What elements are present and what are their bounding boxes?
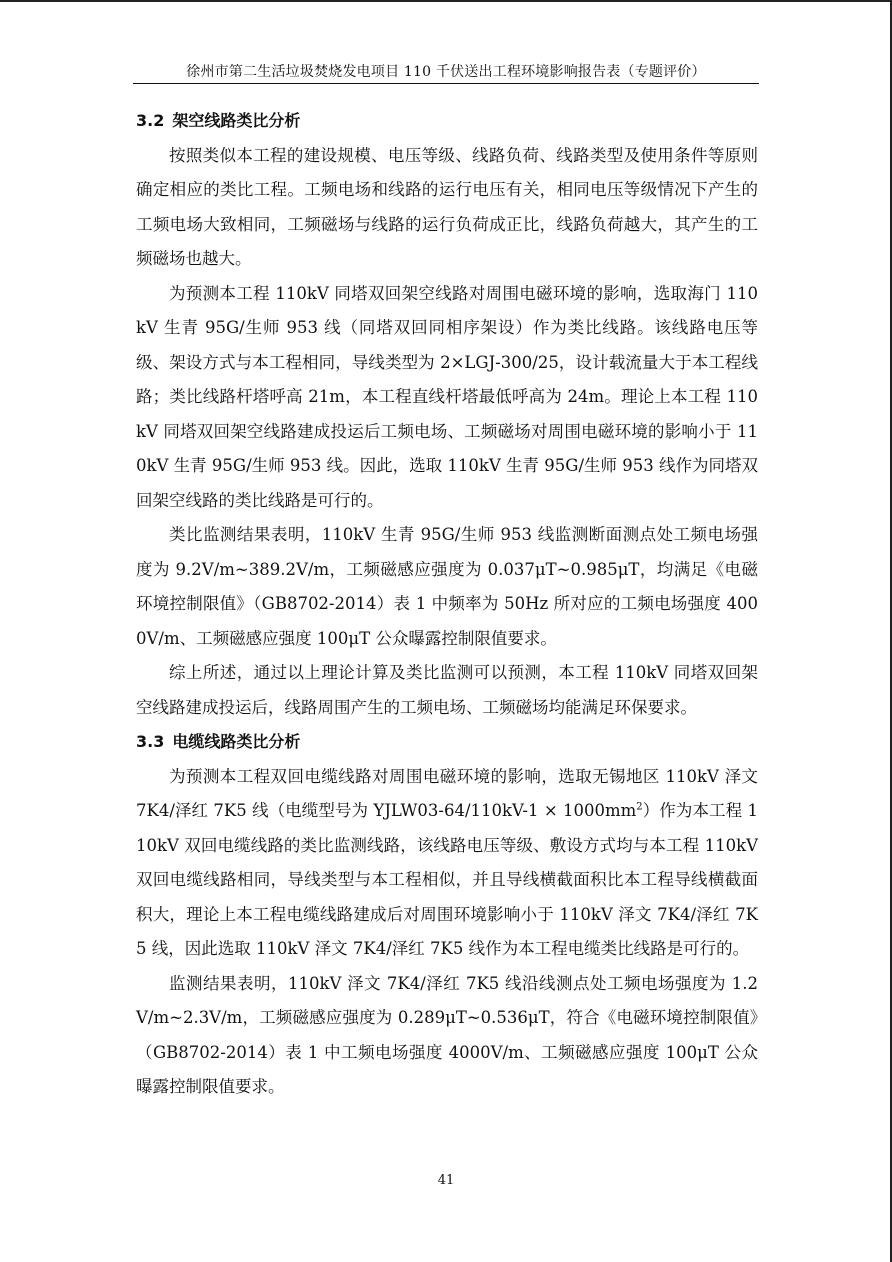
paragraph-text: 为预测本工程双回电缆线路对周围电磁环境的影响，选取无锡地区 110kV 泽文 7K4/泽红 7K5 线（电缆型号为 YJLW03-64/110kV-1 × 1000mm (136, 766, 758, 820)
superscript: 2 (636, 801, 643, 813)
section-number: 3.3 (136, 732, 165, 751)
paragraph: 为预测本工程 110kV 同塔双回架空线路对周围电磁环境的影响，选取海门 110kV 生青 95G/生师 953 线（同塔双回同相序架设）作为类比线路。该线路电压等级、架设方式与本工程相同，导线类型为 2×LGJ-300/25，设计载流量大于本工程线路；类比线路杆塔呼高 21m，本工程直线杆塔最低呼高为 24m。理论上本工程 110kV 同塔双回架空线路建成投运后工频电场、工频磁场对周围电磁环境的影响小于 110kV 生青 95G/生师 953 线。因此，选取 110kV 生青 95G/生师 953 线作为同塔双回架空线路的类比线路是可行的。 (136, 283, 758, 510)
page-number: 41 (437, 1173, 455, 1188)
section-number: 3.2 (136, 111, 165, 130)
section-heading-3-3 (136, 725, 758, 760)
page-border-top (0, 0, 892, 2)
paragraph: 监测结果表明，110kV 泽文 7K4/泽红 7K5 线沿线测点处工频电场强度为 1.2V/m~2.3V/m，工频磁感应强度为 0.289μT~0.536μT，符合《电磁环境控制限值》（GB8702-2014）表 1 中工频电场强度 4000V/m、工频磁感应强度 100μT 公众曝露控制限值要求。 (136, 973, 758, 1096)
paragraph (136, 760, 758, 967)
section-title: 架空线路类比分析 (172, 111, 301, 130)
paragraph: 按照类似本工程的建设规模、电压等级、线路负荷、线路类型及使用条件等原则确定相应的类比工程。工频电场和线路的运行电压有关，相同电压等级情况下产生的工频电场大致相同，工频磁场与线路的运行负荷成正比，线路负荷越大，其产生的工频磁场也越大。 (136, 145, 758, 268)
document-body (136, 104, 758, 1105)
paragraph-text: ）作为本工程 110kV 双回电缆线路的类比监测线路，该线路电压等级、敷设方式均与本工程 110kV 双回电缆线路相同，导线类型与本工程相似，并且导线横截面积比本工程导线横截面积大，理论上本工程电缆线路建成后对周围环境影响小于 110kV 泽文 7K4/泽红 7K5 线，因此选取 110kV 泽文 7K4/泽红 7K5 线作为本工程电缆类比线路是可行的。 (136, 801, 758, 958)
section-title: 电缆线路类比分析 (172, 732, 301, 751)
paragraph: 综上所述，通过以上理论计算及类比监测可以预测，本工程 110kV 同塔双回架空线路建成投运后，线路周围产生的工频电场、工频磁场均能满足环保要求。 (136, 663, 758, 717)
header-rule (133, 83, 759, 84)
section-heading-3-2 (136, 104, 758, 139)
paragraph: 类比监测结果表明，110kV 生青 95G/生师 953 线监测断面测点处工频电场强度为 9.2V/m~389.2V/m，工频磁感应强度为 0.037μT~0.985μT，均满足《电磁环境控制限值》（GB8702-2014）表 1 中频率为 50Hz 所对应的工频电场强度 4000V/m、工频磁感应强度 100μT 公众曝露控制限值要求。 (136, 525, 758, 648)
running-header: 徐州市第二生活垃圾焚烧发电项目 110 千伏送出工程环境影响报告表（专题评价） (186, 64, 706, 80)
